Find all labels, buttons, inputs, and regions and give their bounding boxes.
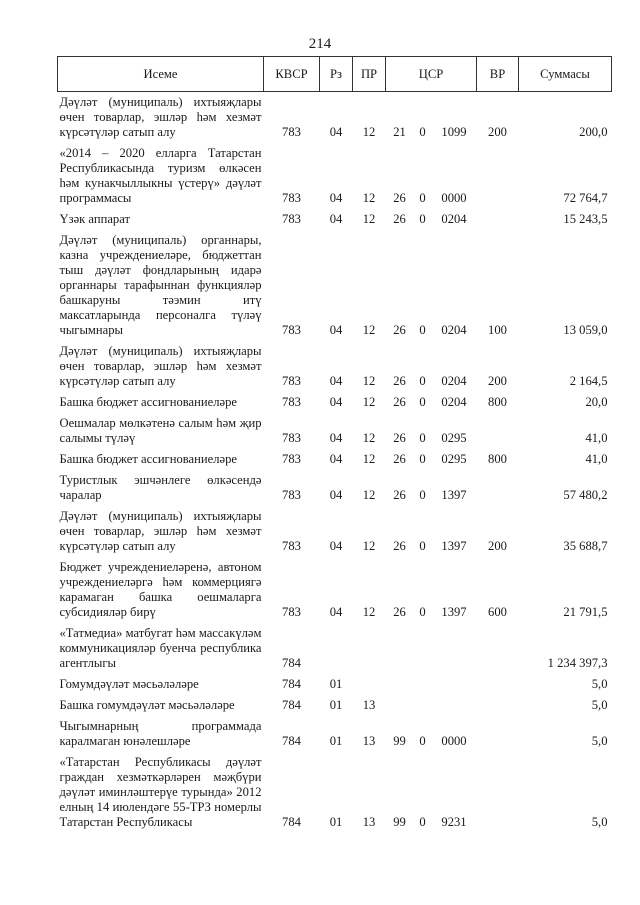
- cell-rz: 04: [329, 212, 343, 226]
- table-row: [58, 623, 612, 674]
- cell-pr: 13: [362, 698, 376, 712]
- cell-sum: 5,0: [591, 734, 608, 748]
- cell-rz: 04: [329, 395, 343, 409]
- table-row: [58, 506, 612, 557]
- cell-kvsr: 783: [282, 488, 301, 502]
- table-row: [58, 716, 612, 752]
- cell-kvsr: 783: [282, 605, 301, 619]
- table-row: [58, 449, 612, 470]
- cell-csr-subprogram: [414, 695, 432, 716]
- cell-csr-program: [386, 623, 414, 674]
- cell-csr-subprogram: 0: [419, 395, 426, 409]
- cell-vr: [477, 470, 519, 506]
- cell-csr-program: 26: [393, 395, 406, 409]
- cell-csr-program: 26: [393, 374, 406, 388]
- cell-csr-direction: 1397: [441, 605, 467, 619]
- cell-pr: 12: [362, 212, 376, 226]
- cell-kvsr: 784: [282, 815, 301, 829]
- cell-sum: 41,0: [585, 452, 608, 466]
- cell-csr-subprogram: 0: [419, 125, 426, 139]
- cell-csr-program: 26: [393, 431, 406, 445]
- cell-pr: 12: [362, 431, 376, 445]
- header-rz: Рз: [320, 57, 353, 92]
- cell-csr-program: 99: [393, 815, 406, 829]
- cell-name: «Татмедиа» матбугат һәм массакүләм коммуникацияләр буенча республика агентлыгы: [59, 626, 262, 670]
- header-vr: ВР: [477, 57, 519, 92]
- header-sum: Суммасы: [519, 57, 612, 92]
- cell-name: Башка бюджет ассигнованиеләре: [59, 395, 237, 409]
- cell-csr-direction: 1099: [441, 125, 467, 139]
- cell-pr: 12: [362, 488, 376, 502]
- cell-name: Башка гомумдәүләт мәсьәләләре: [59, 698, 235, 712]
- cell-csr-direction: 1397: [441, 539, 467, 553]
- cell-csr-direction: [432, 623, 477, 674]
- cell-csr-subprogram: 0: [419, 452, 426, 466]
- cell-vr: [477, 752, 519, 833]
- budget-table: [57, 56, 612, 833]
- table-row: [58, 143, 612, 209]
- cell-kvsr: 783: [282, 431, 301, 445]
- cell-rz: 04: [329, 125, 343, 139]
- cell-sum: 200,0: [579, 125, 608, 139]
- cell-sum: 72 764,7: [563, 191, 608, 205]
- cell-sum: 5,0: [591, 815, 608, 829]
- cell-kvsr: 784: [282, 656, 301, 670]
- cell-kvsr: 783: [282, 125, 301, 139]
- cell-sum: 35 688,7: [563, 539, 608, 553]
- cell-rz: 01: [329, 677, 343, 691]
- cell-kvsr: 783: [282, 452, 301, 466]
- cell-sum: 57 480,2: [563, 488, 608, 502]
- cell-rz: 04: [329, 452, 343, 466]
- cell-csr-subprogram: 0: [419, 605, 426, 619]
- cell-csr-subprogram: 0: [419, 212, 426, 226]
- cell-name: Дәүләт (муниципаль) органнары, казна учреждениеләре, бюджеттан тыш дәүләт фондларының идарә органнары тарафыннан функцияләр башкаруны тәэмин итү максатларында персоналга түләү чыгымнары: [59, 233, 262, 337]
- table-row: [58, 752, 612, 833]
- cell-kvsr: 783: [282, 212, 301, 226]
- cell-pr: 12: [362, 605, 376, 619]
- cell-kvsr: 783: [282, 191, 301, 205]
- cell-name: «2014 – 2020 елларга Татарстан Республикасында туризм өлкәсен һәм кунакчыллыкны үстерү» дәүләт программасы: [59, 146, 262, 205]
- cell-rz: 04: [329, 191, 343, 205]
- cell-csr-program: [386, 674, 414, 695]
- cell-vr: [477, 209, 519, 230]
- table-row: [58, 392, 612, 413]
- cell-vr: [477, 716, 519, 752]
- cell-vr: 600: [488, 605, 507, 619]
- cell-csr-subprogram: 0: [419, 191, 426, 205]
- cell-csr-direction: 0295: [441, 452, 467, 466]
- cell-vr: 200: [488, 125, 507, 139]
- cell-csr-program: 26: [393, 191, 406, 205]
- cell-sum: 41,0: [585, 431, 608, 445]
- cell-name: «Татарстан Республикасы дәүләт граждан хезмәткәрләрен мәҗбүри дәүләт иминләштерүе турында» 2012 елның 14 июлендәге 55-ТРЗ номерлы Татарстан Республикасы: [59, 755, 262, 829]
- header-csr: ЦСР: [386, 57, 477, 92]
- cell-kvsr: 783: [282, 539, 301, 553]
- cell-csr-subprogram: 0: [419, 431, 426, 445]
- cell-pr: 13: [362, 734, 376, 748]
- cell-name: Дәүләт (муниципаль) ихтыяҗлары өчен товарлар, эшләр һәм хезмәт күрсәтүләр сатып алу: [59, 344, 262, 388]
- table-row: [58, 92, 612, 144]
- header-name: Исеме: [58, 57, 264, 92]
- cell-csr-program: 21: [393, 125, 406, 139]
- cell-csr-direction: 0204: [441, 374, 467, 388]
- cell-rz: 04: [329, 374, 343, 388]
- cell-csr-program: 26: [393, 323, 406, 337]
- cell-vr: 200: [488, 374, 507, 388]
- cell-sum: 13 059,0: [563, 323, 608, 337]
- cell-rz: 04: [329, 539, 343, 553]
- cell-csr-program: 26: [393, 488, 406, 502]
- cell-pr: 12: [362, 125, 376, 139]
- page-number: 214: [308, 36, 332, 52]
- cell-pr: 13: [362, 815, 376, 829]
- cell-vr: 800: [488, 452, 507, 466]
- cell-sum: 2 164,5: [569, 374, 608, 388]
- cell-rz: 04: [329, 488, 343, 502]
- cell-csr-program: 26: [393, 452, 406, 466]
- cell-rz: [320, 623, 353, 674]
- cell-vr: 800: [488, 395, 507, 409]
- cell-sum: 21 791,5: [563, 605, 608, 619]
- cell-kvsr: 784: [282, 677, 301, 691]
- table-row: [58, 557, 612, 623]
- cell-csr-direction: 0204: [441, 323, 467, 337]
- header-pr: ПР: [353, 57, 386, 92]
- cell-name: Оешмалар мөлкәтенә салым һәм җир салымы түләү: [59, 416, 262, 445]
- cell-csr-subprogram: 0: [419, 815, 426, 829]
- cell-vr: [477, 143, 519, 209]
- cell-csr-direction: 9231: [441, 815, 467, 829]
- cell-name: Туристлык эшчәнлеге өлкәсендә чаралар: [59, 473, 262, 502]
- cell-kvsr: 783: [282, 395, 301, 409]
- cell-kvsr: 783: [282, 323, 301, 337]
- cell-csr-program: [386, 695, 414, 716]
- table-row: [58, 470, 612, 506]
- cell-csr-subprogram: [414, 623, 432, 674]
- table-row: [58, 674, 612, 695]
- cell-sum: 15 243,5: [563, 212, 608, 226]
- cell-pr: 12: [362, 374, 376, 388]
- cell-csr-direction: 0000: [441, 191, 467, 205]
- cell-name: Үзәк аппарат: [59, 212, 130, 226]
- cell-vr: 200: [488, 539, 507, 553]
- cell-pr: 12: [362, 452, 376, 466]
- cell-pr: 12: [362, 191, 376, 205]
- cell-csr-subprogram: [414, 674, 432, 695]
- cell-vr: [477, 674, 519, 695]
- table-header-row: [58, 57, 612, 92]
- table-row: [58, 209, 612, 230]
- cell-csr-direction: 0204: [441, 212, 467, 226]
- cell-vr: [477, 413, 519, 449]
- cell-csr-direction: [432, 695, 477, 716]
- cell-csr-direction: 0295: [441, 431, 467, 445]
- cell-rz: 04: [329, 431, 343, 445]
- table-row: [58, 413, 612, 449]
- cell-csr-direction: [432, 674, 477, 695]
- cell-name: Дәүләт (муниципаль) ихтыяҗлары өчен товарлар, эшләр һәм хезмәт күрсәтүләр сатып алу: [59, 95, 262, 139]
- cell-csr-subprogram: 0: [419, 374, 426, 388]
- cell-rz: 01: [329, 698, 343, 712]
- cell-kvsr: 784: [282, 734, 301, 748]
- cell-kvsr: 784: [282, 698, 301, 712]
- cell-name: Бюджет учреждениеләренә, автоном учреждениеләргә һәм коммерциягә карамаган башка оешмаларга субсидияләр бирү: [59, 560, 262, 619]
- cell-csr-program: 26: [393, 539, 406, 553]
- cell-rz: 01: [329, 734, 343, 748]
- cell-sum: 1 234 397,3: [547, 656, 608, 670]
- cell-sum: 20,0: [585, 395, 608, 409]
- cell-vr: [477, 623, 519, 674]
- cell-csr-direction: 0204: [441, 395, 467, 409]
- cell-csr-subprogram: 0: [419, 488, 426, 502]
- cell-vr: [477, 695, 519, 716]
- cell-csr-program: 26: [393, 605, 406, 619]
- cell-csr-direction: 1397: [441, 488, 467, 502]
- cell-csr-program: 26: [393, 212, 406, 226]
- cell-csr-subprogram: 0: [419, 734, 426, 748]
- table-row: [58, 230, 612, 341]
- cell-vr: 100: [488, 323, 507, 337]
- cell-pr: 12: [362, 395, 376, 409]
- cell-csr-subprogram: 0: [419, 539, 426, 553]
- cell-name: Чыгымнарның программада каралмаган юнәлешләре: [59, 719, 262, 748]
- table-row: [58, 695, 612, 716]
- header-kvsr: КВСР: [264, 57, 320, 92]
- cell-name: Дәүләт (муниципаль) ихтыяҗлары өчен товарлар, эшләр һәм хезмәт күрсәтүләр сатып алу: [59, 509, 262, 553]
- cell-csr-direction: 0000: [441, 734, 467, 748]
- cell-name: Гомумдәүләт мәсьәләләре: [59, 677, 199, 691]
- cell-rz: 01: [329, 815, 343, 829]
- cell-pr: [353, 623, 386, 674]
- cell-csr-subprogram: 0: [419, 323, 426, 337]
- cell-sum: 5,0: [591, 698, 608, 712]
- cell-pr: 12: [362, 539, 376, 553]
- cell-sum: 5,0: [591, 677, 608, 691]
- table-body: [58, 92, 612, 834]
- cell-rz: 04: [329, 605, 343, 619]
- cell-rz: 04: [329, 323, 343, 337]
- table-row: [58, 341, 612, 392]
- cell-pr: 12: [362, 323, 376, 337]
- cell-csr-program: 99: [393, 734, 406, 748]
- cell-pr: [353, 674, 386, 695]
- cell-kvsr: 783: [282, 374, 301, 388]
- cell-name: Башка бюджет ассигнованиеләре: [59, 452, 237, 466]
